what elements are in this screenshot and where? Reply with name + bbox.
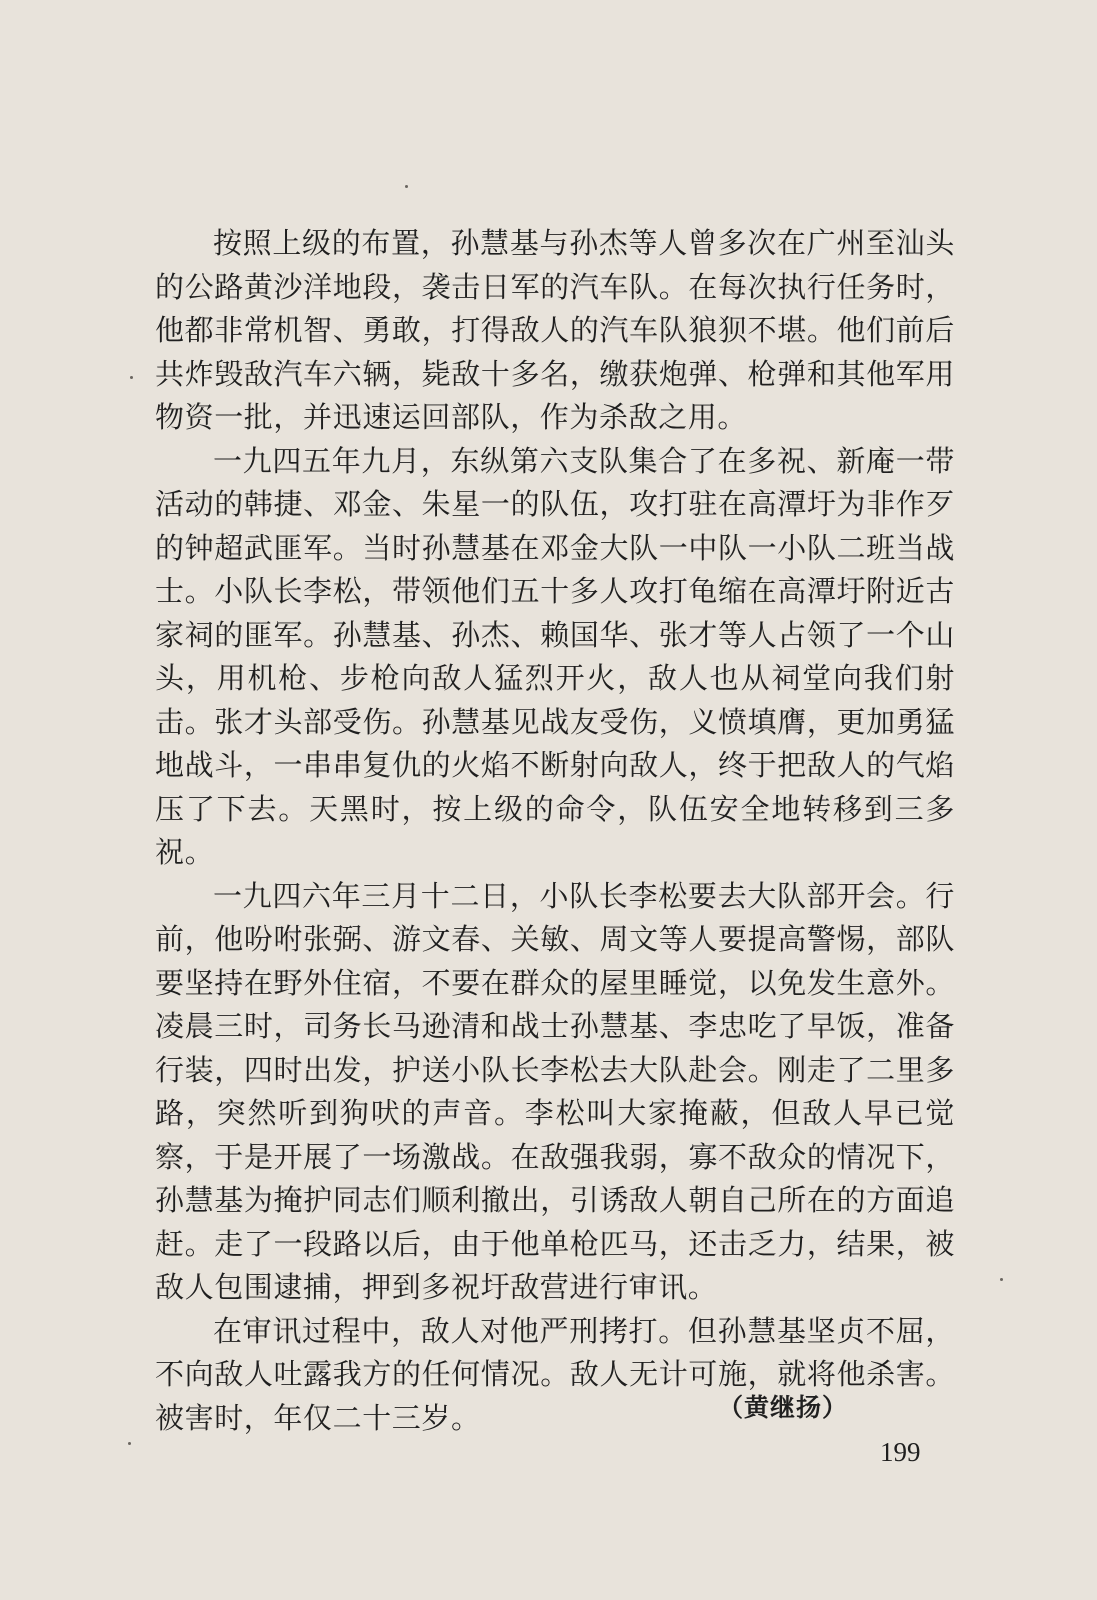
author-attribution: （黄继扬） [718,1393,849,1422]
paragraph: 一九四六年三月十二日，小队长李松要去大队部开会。行前，他吩咐张弼、游文春、关敏、周文等人要提高警惕，部队要坚持在野外住宿，不要在群众的屋里睡觉，以免发生意外。凌晨三时，司务长马逊清和战士孙慧基、李忠吃了早饭，准备行装，四时出发，护送小队长李松去大队赴会。刚走了二里多路，突然听到狗吠的声音。李松叫大家掩蔽，但敌人早已觉察，于是开展了一场激战。在敌强我弱，寡不敌众的情况下，孙慧基为掩护同志们顺利撤出，引诱敌人朝自己所在的方面追赶。走了一段路以后，由于他单枪匹马，还击乏力，结果，被敌人包围逮捕，押到多祝圩敌营进行审讯。 [155,878,955,1304]
body-text [155,222,955,1440]
paper-speck [128,1442,131,1445]
paragraph: 一九四五年九月，东纵第六支队集合了在多祝、新庵一带活动的韩捷、邓金、朱星一的队伍，攻打驻在高潭圩为非作歹的钟超武匪军。当时孙慧基在邓金大队一中队一小队二班当战士。小队长李松，带领他们五十多人攻打龟缩在高潭圩附近古家祠的匪军。孙慧基、孙杰、赖国华、张才等人占领了一个山头，用机枪、步枪向敌人猛烈开火，敌人也从祠堂向我们射击。张才头部受伤。孙慧基见战友受伤，义愤填膺，更加勇猛地战斗，一串串复仇的火焰不断射向敌人，终于把敌人的气焰压了下去。天黑时，按上级的命令，队伍安全地转移到三多祝。 [155,443,955,869]
paper-speck [405,185,408,188]
paper-speck [130,376,133,379]
paragraph: 在审讯过程中，敌人对他严刑拷打。但孙慧基坚贞不屈，不向敌人吐露我方的任何情况。敌人无计可施，就将他杀害。被害时，年仅二十三岁。 [155,1313,955,1435]
paragraph: 按照上级的布置，孙慧基与孙杰等人曾多次在广州至汕头的公路黄沙洋地段，袭击日军的汽车队。在每次执行任务时，他都非常机智、勇敢，打得敌人的汽车队狼狈不堪。他们前后共炸毁敌汽车六辆，毙敌十多名，缴获炮弹、枪弹和其他军用物资一批，并迅速运回部队，作为杀敌之用。 [155,226,955,434]
paper-speck [1000,1278,1003,1281]
page-number: 199 [880,1437,921,1467]
